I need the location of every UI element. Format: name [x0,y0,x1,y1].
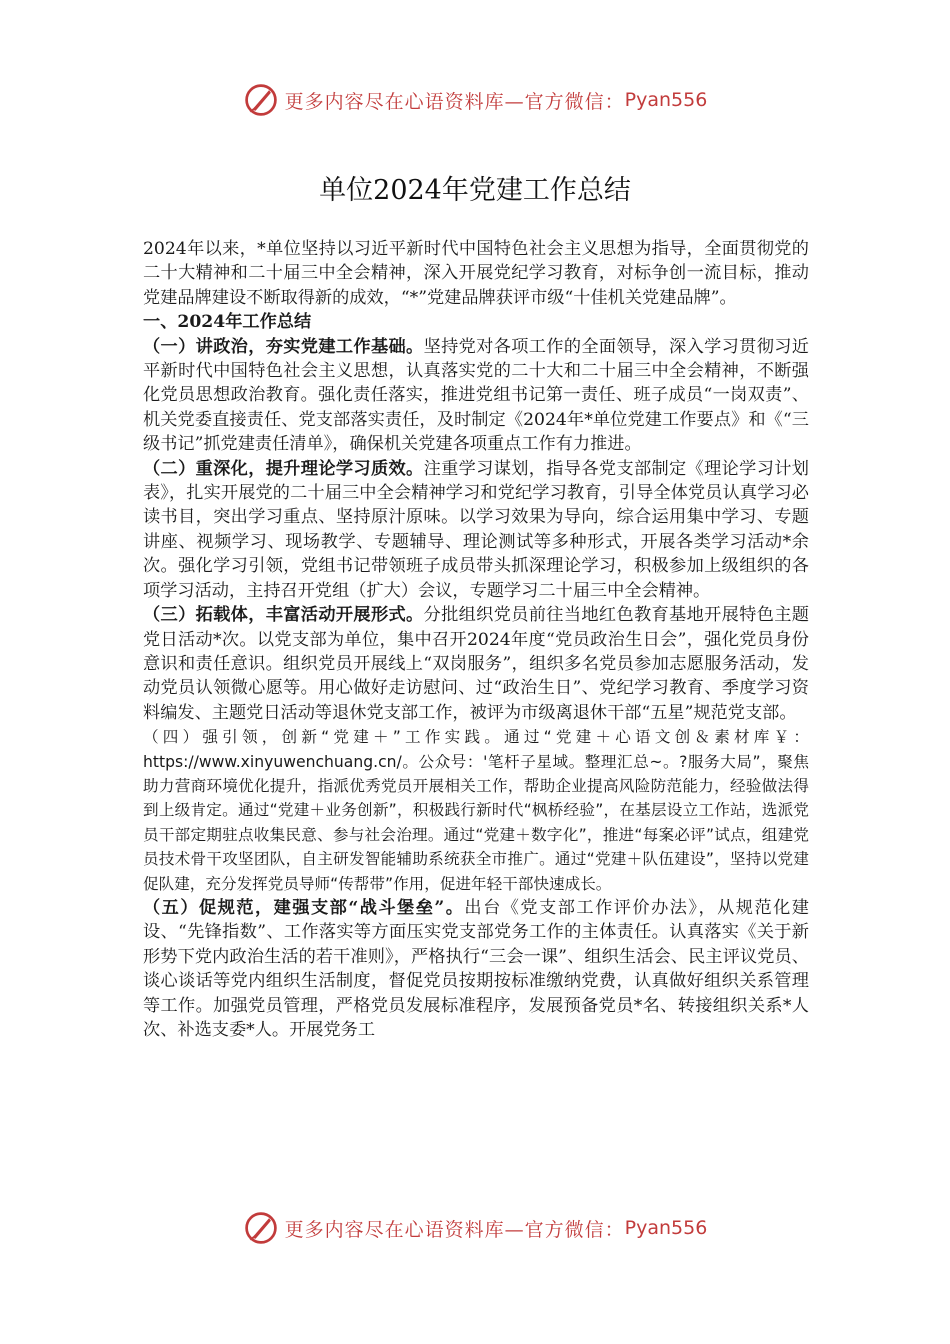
item-heading-2: （二）重深化，提升理论学习质效。 [143,458,424,479]
item-heading-1: （一）讲政治，夯实党建工作基础。 [143,336,424,357]
document-body [143,237,809,1042]
item-heading-3: （三）拓载体，丰富活动开展形式。 [143,605,424,626]
item-text-5: 出台《党支部工作评价办法》，从规范化建设、“先锋指数”、工作落实等方面压实党支部党务工作的主体责任。认真落实《关于新形势下党内政治生活的若干准则》，严格执行“三会一课”、组织生活会、民主评议党员、谈心谈话等党内组织生活制度，督促党员按期按标准缴纳党费，认真做好组织关系管理等工作。加强党员管理，严格党员发展标准程序，发展预备党员*名、转接组织关系*人次、补选支委*人。开展党务工 [143,897,809,1040]
quill-logo-icon [243,82,279,118]
item-paragraph-5 [143,896,809,1042]
item-text-4: （四）强引领，创新“党建＋”工作实践。通过“党建＋心语文创＆素材库￥：https://www.xinyuwenchuang.cn/。公众号：'笔杆子星域。整理汇总~。?服务大局”，聚焦助力营商环境优化提升，指派优秀党员开展相关工作，帮助企业提高风险防范能力，经验做法得到上级肯定。通过“党建＋业务创新”，积极践行新时代“枫桥经验”，在基层设立工作站，选派党员干部定期驻点收集民意、参与社会治理。通过“党建＋数字化”，推进“每案必评”试点，组建党员技术骨干攻坚团队，自主研发智能辅助系统获全市推广。通过“党建＋队伍建设”，坚持以党建促队建，充分发挥党员导师“传帮带”作用，促进年轻干部快速成长。 [143,728,809,893]
quill-logo-icon [243,1210,279,1246]
item-paragraph-3 [143,603,809,725]
watermark-wechat-id: Pyan556 [624,1217,708,1239]
item-heading-5: （五）促规范，建强支部“战斗堡垒”。 [143,897,465,918]
document-title: 单位2024年党建工作总结 [319,175,631,207]
item-text-1: 坚持党对各项工作的全面领导，深入学习贯彻习近平新时代中国特色社会主义思想，认真落实党的二十大和二十届三中全会精神，不断强化党员思想政治教育。强化责任落实，推进党组书记第一责任、班子成员“一岗双责”、机关党委直接责任、党支部落实责任，及时制定《2024年*单位党建工作要点》和《“三级书记”抓党建责任清单》，确保机关党建各项重点工作有力推进。 [143,336,809,455]
watermark-banner-bottom [0,1210,950,1246]
intro-paragraph: 2024年以来，*单位坚持以习近平新时代中国特色社会主义思想为指导，全面贯彻党的二十大精神和二十届三中全会精神，深入开展党纪学习教育，对标争创一流目标，推动党建品牌建设不断取得新的成效，“*”党建品牌获评市级“十佳机关党建品牌”。 [143,239,809,308]
item-text-2: 注重学习谋划，指导各党支部制定《理论学习计划表》，扎实开展党的二十届三中全会精神学习和党纪学习教育，引导全体党员认真学习必读书目，突出学习重点、坚持原汁原味。以学习效果为导向，综合运用集中学习、专题讲座、视频学习、现场教学、专题辅导、理论测试等多种形式，开展各类学习活动*余次。强化学习引领，党组书记带领班子成员带头抓深理论学习，积极参加上级组织的各项学习活动，主持召开党组（扩大）会议，专题学习二十届三中全会精神。 [143,458,809,601]
watermark-banner-top [0,82,950,118]
item-paragraph-1 [143,335,809,457]
item-text-3: 分批组织党员前往当地红色教育基地开展特色主题党日活动*次。以党支部为单位，集中召开2024年度“党员政治生日会”，强化党员身份意识和责任意识。组织党员开展线上“双岗服务”，组织多名党员参加志愿服务活动，发动党员认领微心愿等。用心做好走访慰问、过“政治生日”、党纪学习教育、季度学习资料编发、主题党日活动等退休党支部工作，被评为市级离退休干部“五星”规范党支部。 [143,605,809,723]
item-paragraph-4 [143,725,809,896]
watermark-text: 更多内容尽在心语资料库—官方微信： [284,90,625,113]
watermark-wechat-id: Pyan556 [624,89,708,111]
item-paragraph-2 [143,457,809,603]
section-heading: 一、2024年工作总结 [143,312,312,333]
watermark-text: 更多内容尽在心语资料库—官方微信： [284,1218,625,1241]
